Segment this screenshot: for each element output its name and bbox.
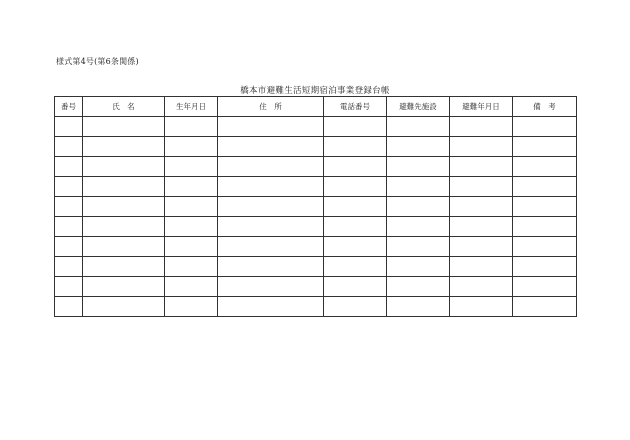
table-row (55, 257, 577, 277)
table-cell (324, 297, 387, 317)
table-cell (55, 277, 83, 297)
table-cell (387, 277, 450, 297)
table-cell (513, 197, 577, 217)
table-cell (83, 157, 165, 177)
table-cell (165, 117, 218, 137)
table-cell (513, 157, 577, 177)
table-cell (165, 257, 218, 277)
column-header-facility: 避難先施設 (387, 97, 450, 117)
table-cell (513, 277, 577, 297)
table-cell (83, 297, 165, 317)
table-cell (387, 257, 450, 277)
table-cell (387, 177, 450, 197)
table-row (55, 117, 577, 137)
register-table (54, 96, 577, 317)
table-cell (55, 297, 83, 317)
column-header-evacuation-date: 避難年月日 (450, 97, 513, 117)
table-cell (513, 297, 577, 317)
table-cell (218, 217, 324, 237)
table-cell (55, 157, 83, 177)
column-header-phone: 電話番号 (324, 97, 387, 117)
table-cell (218, 117, 324, 137)
table-cell (55, 217, 83, 237)
table-cell (165, 237, 218, 257)
table-cell (55, 177, 83, 197)
table-cell (83, 277, 165, 297)
table-cell (55, 237, 83, 257)
table-row (55, 137, 577, 157)
table-cell (513, 177, 577, 197)
table-cell (450, 237, 513, 257)
table-cell (450, 277, 513, 297)
table-cell (218, 297, 324, 317)
table-cell (55, 117, 83, 137)
column-header-birthdate: 生年月日 (165, 97, 218, 117)
table-cell (387, 197, 450, 217)
table-cell (450, 157, 513, 177)
table-cell (513, 137, 577, 157)
column-header-number: 番号 (55, 97, 83, 117)
table-cell (324, 197, 387, 217)
table-cell (83, 117, 165, 137)
table-cell (387, 157, 450, 177)
table-cell (387, 217, 450, 237)
table-cell (83, 217, 165, 237)
table-cell (324, 117, 387, 137)
table-row (55, 237, 577, 257)
table-cell (165, 137, 218, 157)
table-cell (450, 297, 513, 317)
table-cell (324, 277, 387, 297)
form-number: 様式第4号(第6条関係) (56, 57, 139, 66)
table-cell (55, 197, 83, 217)
table-cell (324, 157, 387, 177)
table-cell (387, 237, 450, 257)
table-cell (165, 277, 218, 297)
table-cell (450, 217, 513, 237)
header-row (55, 97, 577, 117)
column-header-address: 住 所 (218, 97, 324, 117)
table-cell (218, 177, 324, 197)
table-cell (218, 197, 324, 217)
table-cell (218, 157, 324, 177)
table-cell (513, 237, 577, 257)
table-cell (83, 197, 165, 217)
table-cell (218, 257, 324, 277)
table-row (55, 197, 577, 217)
table-cell (218, 137, 324, 157)
table-cell (165, 157, 218, 177)
table-cell (218, 237, 324, 257)
table-cell (165, 197, 218, 217)
table-cell (387, 297, 450, 317)
table-cell (83, 177, 165, 197)
table-cell (165, 297, 218, 317)
table-cell (324, 217, 387, 237)
table-cell (513, 117, 577, 137)
table-cell (83, 237, 165, 257)
table-cell (450, 137, 513, 157)
table-cell (165, 217, 218, 237)
table-cell (450, 177, 513, 197)
table-cell (55, 137, 83, 157)
table-cell (324, 257, 387, 277)
table-row (55, 297, 577, 317)
table-row (55, 177, 577, 197)
table-cell (324, 137, 387, 157)
table-cell (165, 177, 218, 197)
table-cell (450, 197, 513, 217)
table-row (55, 217, 577, 237)
table-cell (218, 277, 324, 297)
table-row (55, 277, 577, 297)
column-header-remarks: 備 考 (513, 97, 577, 117)
table-cell (83, 137, 165, 157)
table-cell (55, 257, 83, 277)
table-row (55, 157, 577, 177)
table-cell (387, 137, 450, 157)
register-body (55, 117, 577, 317)
document-title: 橋本市避難生活短期宿泊事業登録台帳 (240, 86, 390, 96)
table-cell (83, 257, 165, 277)
table-cell (513, 217, 577, 237)
table-cell (450, 257, 513, 277)
table-cell (324, 177, 387, 197)
table-cell (387, 117, 450, 137)
table-cell (450, 117, 513, 137)
column-header-name: 氏 名 (83, 97, 165, 117)
table-cell (513, 257, 577, 277)
table-cell (324, 237, 387, 257)
